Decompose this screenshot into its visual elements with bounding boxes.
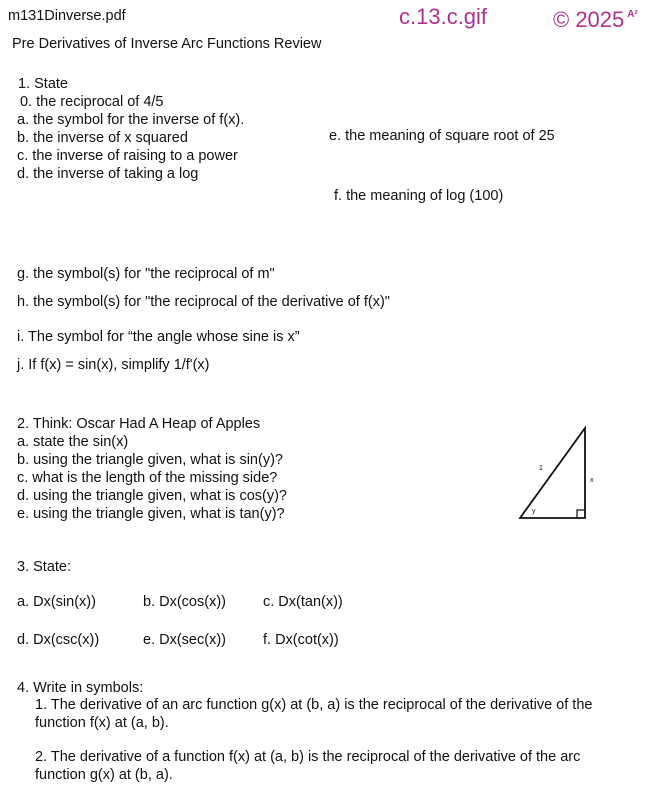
section2-item: d. using the triangle given, what is cos(y)? [17, 488, 287, 504]
section1-item-j: j. If f(x) = sin(x), simplify 1/f'(x) [17, 357, 210, 373]
section3-item: a. Dx(sin(x)) [17, 594, 96, 610]
section1-item: d. the inverse of taking a log [17, 166, 199, 182]
page-title: Pre Derivatives of Inverse Arc Functions Review [12, 36, 322, 52]
section3-item: c. Dx(tan(x)) [263, 594, 343, 610]
pdf-filename: m131Dinverse.pdf [8, 8, 126, 24]
section4-item-2: 2. The derivative of a function f(x) at (a, b) is the reciprocal of the derivative of the arc function g(x) at (b, a). [35, 749, 581, 783]
triangle-outline [520, 428, 585, 518]
section1-item-f: f. the meaning of log (100) [334, 188, 504, 204]
section1-heading: 1. State [18, 76, 68, 92]
section1-item-h: h. the symbol(s) for "the reciprocal of the derivative of f(x)" [17, 294, 390, 310]
copyright-superscript: A² [627, 9, 638, 20]
copyright-text: © 2025 [553, 7, 625, 32]
section3-heading: 3. State: [17, 559, 72, 575]
right-triangle-figure [515, 425, 605, 520]
section1-item-i: i. The symbol for “the angle whose sine is x” [17, 329, 300, 345]
section2-item: a. state the sin(x) [17, 434, 129, 450]
copyright-label [553, 2, 638, 33]
section1-item-g: g. the symbol(s) for "the reciprocal of m" [17, 266, 275, 282]
section2-heading: 2. Think: Oscar Had A Heap of Apples [17, 416, 261, 432]
section3-item: d. Dx(csc(x)) [17, 632, 100, 648]
section3-item: b. Dx(cos(x)) [143, 594, 226, 610]
section3-item: f. Dx(cot(x)) [263, 632, 339, 648]
section1-item: a. the symbol for the inverse of f(x). [17, 112, 245, 128]
section4-heading: 4. Write in symbols: [17, 680, 144, 696]
section1-item: 0. the reciprocal of 4/5 [20, 94, 164, 110]
section1-item-e: e. the meaning of square root of 25 [329, 128, 555, 144]
side-label: x [590, 477, 594, 484]
section4-item-1: 1. The derivative of an arc function g(x) at (b, a) is the reciprocal of the derivative of the function f(x) at (a, b). [35, 697, 593, 731]
angle-label: y [532, 508, 536, 515]
section2-item: b. using the triangle given, what is sin(y)? [17, 452, 283, 468]
hypotenuse-label: 1 [539, 465, 543, 472]
gif-label: c.13.c.gif [399, 4, 488, 29]
section3-item: e. Dx(sec(x)) [143, 632, 226, 648]
right-angle-marker [577, 510, 585, 518]
section2-item: e. using the triangle given, what is tan(y)? [17, 506, 285, 522]
section2-item: c. what is the length of the missing side? [17, 470, 278, 486]
section1-item: c. the inverse of raising to a power [17, 148, 238, 164]
section1-item: b. the inverse of x squared [17, 130, 188, 146]
